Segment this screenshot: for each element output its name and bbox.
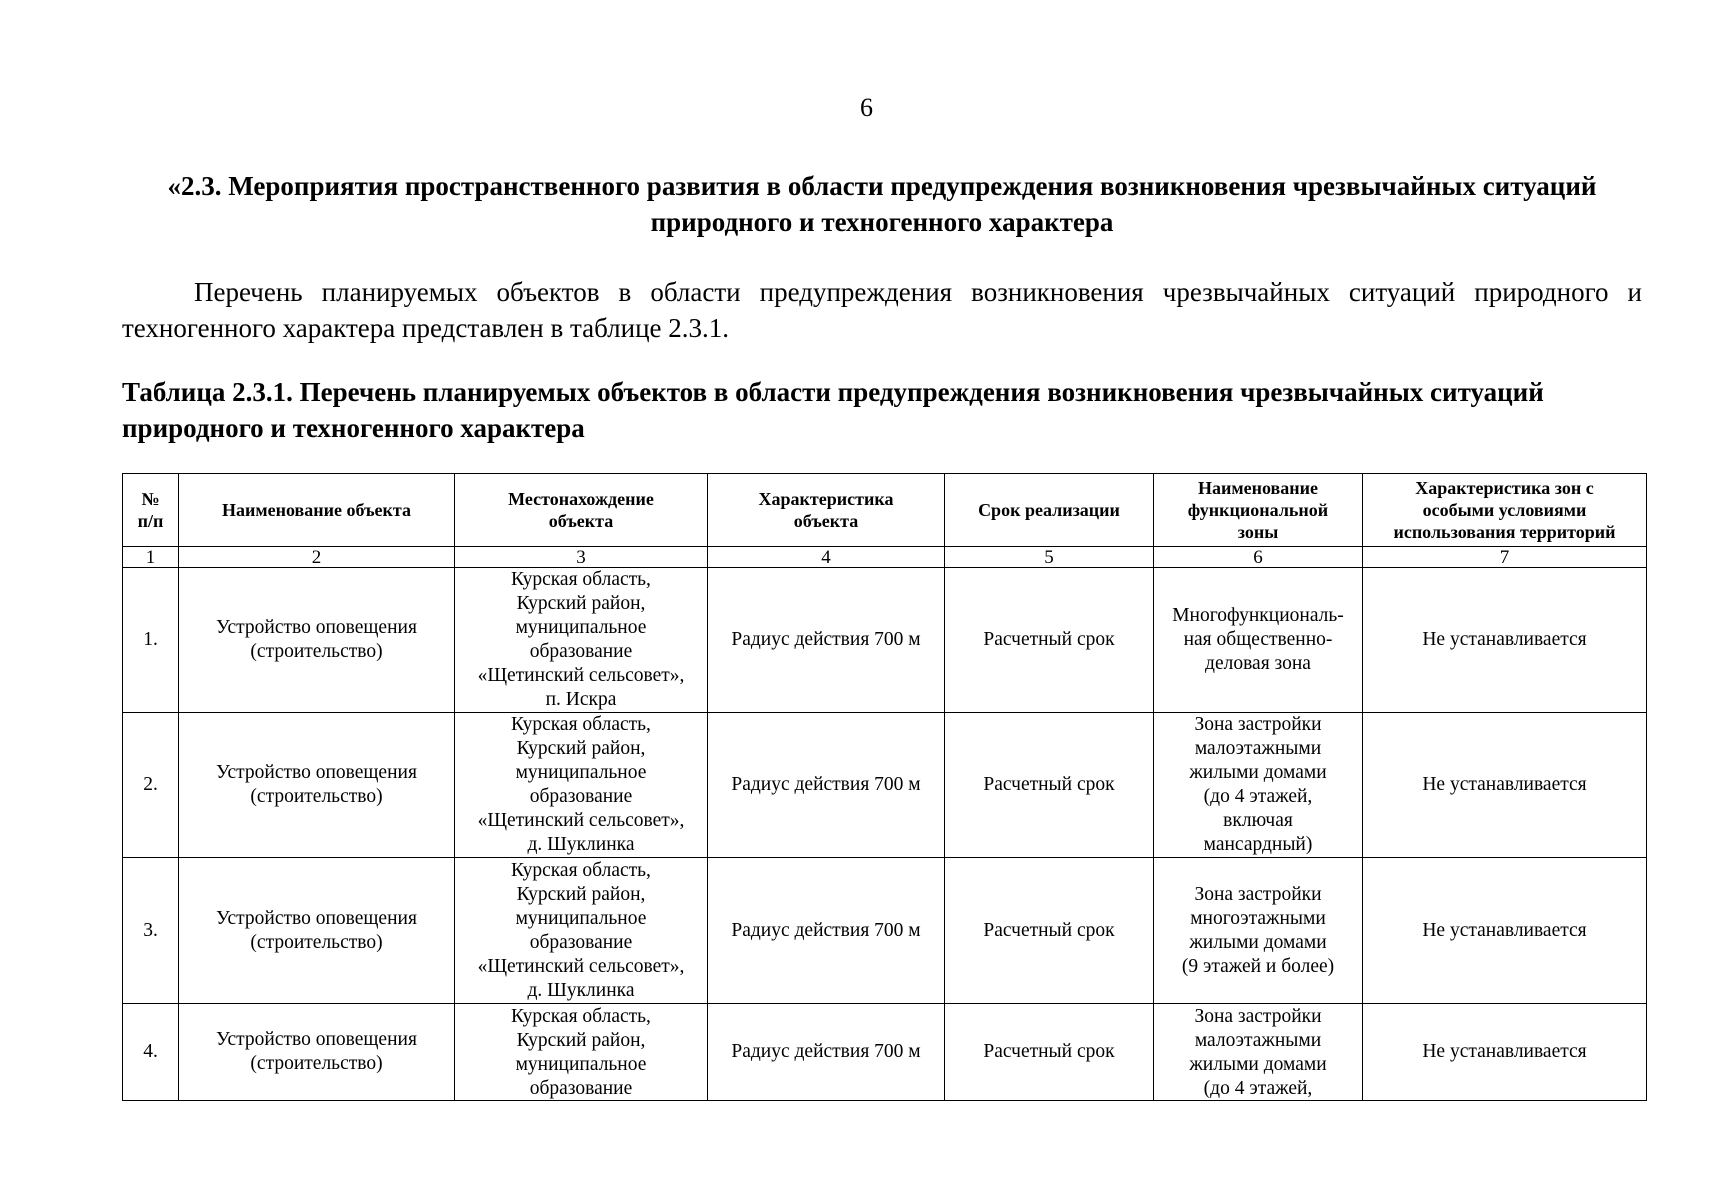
object-name: Устройство оповещения (строительство) bbox=[179, 713, 455, 858]
header-location: Местонахождение объекта bbox=[455, 474, 708, 547]
implementation-term: Расчетный срок bbox=[945, 858, 1154, 1004]
header-name: Наименование объекта bbox=[179, 474, 455, 547]
functional-zone: Зона застройки многоэтажными жилыми домами (9 этажей и более) bbox=[1154, 858, 1363, 1004]
object-location: Курская область, Курский район, муниципальное образование «Щетинский сельсовет», п. Искра bbox=[455, 568, 708, 713]
header-characteristic: Характеристика объекта bbox=[708, 474, 945, 547]
object-location: Курская область, Курский район, муниципальное образование bbox=[511, 1006, 651, 1099]
object-location: Курская область, Курский район, муниципальное образование «Щетинский сельсовет», д. Шуклинка bbox=[455, 713, 708, 858]
column-number: 3 bbox=[455, 547, 708, 568]
object-location: Курская область, Курский район, муниципальное образование «Щетинский сельсовет», д. Шуклинка bbox=[455, 858, 708, 1004]
functional-zone: Зона застройки малоэтажными жилыми домами (до 4 этажей, bbox=[1189, 1006, 1327, 1099]
row-number: 4. bbox=[123, 1004, 179, 1101]
implementation-term: Расчетный срок bbox=[945, 1004, 1154, 1101]
column-number: 7 bbox=[1363, 547, 1647, 568]
functional-zone: Многофункциональ- ная общественно- деловая зона bbox=[1154, 568, 1363, 713]
header-term: Срок реализации bbox=[945, 474, 1154, 547]
objects-table bbox=[122, 473, 1647, 1101]
header-special-zones: Характеристика зон с особыми условиями использования территорий bbox=[1363, 474, 1647, 547]
object-name: Устройство оповещения (строительство) bbox=[179, 858, 455, 1004]
object-name: Устройство оповещения (строительство) bbox=[179, 1004, 455, 1101]
object-location-cell bbox=[455, 1004, 708, 1101]
section-title: «2.3. Мероприятия пространственного развития в области предупреждения возникновения чрезвычайных ситуаций природного и техногенного характера bbox=[167, 171, 1597, 237]
object-characteristic: Радиус действия 700 м bbox=[708, 568, 945, 713]
implementation-term: Расчетный срок bbox=[945, 568, 1154, 713]
column-numbers-row bbox=[123, 547, 1647, 568]
row-number: 3. bbox=[123, 858, 179, 1004]
special-zone-characteristic: Не устанавливается bbox=[1363, 858, 1647, 1004]
column-number: 6 bbox=[1154, 547, 1363, 568]
object-characteristic: Радиус действия 700 м bbox=[708, 1004, 945, 1101]
column-number: 2 bbox=[179, 547, 455, 568]
header-num: № п/п bbox=[123, 474, 179, 547]
special-zone-characteristic: Не устанавливается bbox=[1363, 1004, 1647, 1101]
row-number: 2. bbox=[123, 713, 179, 858]
object-name: Устройство оповещения (строительство) bbox=[179, 568, 455, 713]
intro-paragraph: Перечень планируемых объектов в области предупреждения возникновения чрезвычайных ситуаций природного и техногенного характера представлен в таблице 2.3.1. bbox=[122, 277, 1642, 343]
object-characteristic: Радиус действия 700 м bbox=[708, 858, 945, 1004]
column-number: 4 bbox=[708, 547, 945, 568]
row-number: 1. bbox=[123, 568, 179, 713]
table-row bbox=[123, 713, 1647, 858]
table-row bbox=[123, 1004, 1647, 1101]
implementation-term: Расчетный срок bbox=[945, 713, 1154, 858]
special-zone-characteristic: Не устанавливается bbox=[1363, 568, 1647, 713]
table-caption: Таблица 2.3.1. Перечень планируемых объектов в области предупреждения возникновения чрезвычайных ситуаций природного и техногенного характера bbox=[122, 377, 1544, 443]
functional-zone-cell bbox=[1154, 1004, 1363, 1101]
table-row bbox=[123, 858, 1647, 1004]
functional-zone: Зона застройки малоэтажными жилыми домами (до 4 этажей, включая мансардный) bbox=[1154, 713, 1363, 858]
column-number: 5 bbox=[945, 547, 1154, 568]
object-characteristic: Радиус действия 700 м bbox=[708, 713, 945, 858]
table-header-row bbox=[123, 474, 1647, 547]
header-zone: Наименование функциональной зоны bbox=[1154, 474, 1363, 547]
page-number: 6 bbox=[860, 93, 873, 122]
column-number: 1 bbox=[123, 547, 179, 568]
special-zone-characteristic: Не устанавливается bbox=[1363, 713, 1647, 858]
table-row bbox=[123, 568, 1647, 713]
